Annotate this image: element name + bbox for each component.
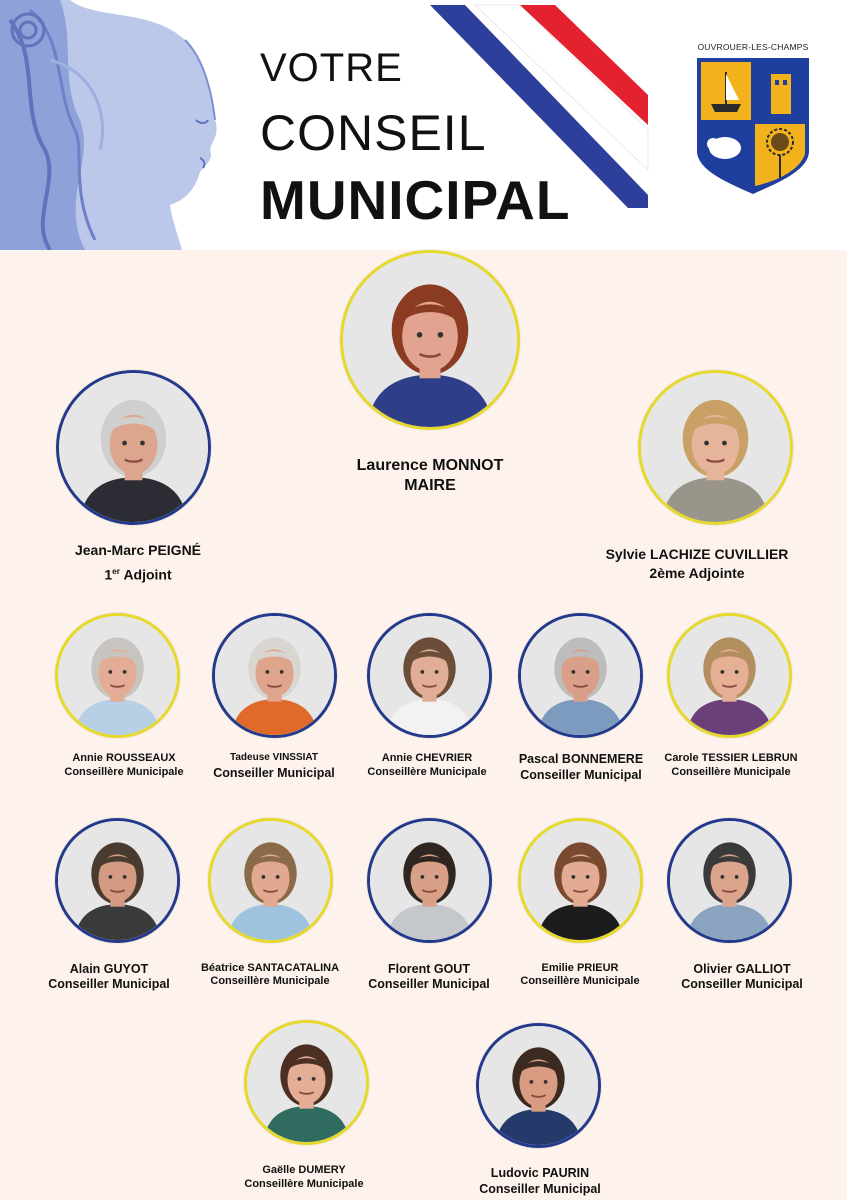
member-name: Béatrice SANTACATALINA [200, 962, 340, 974]
member-role: 1er Adjoint [104, 566, 172, 583]
member-name: Laurence MONNOT [356, 457, 504, 474]
member-name: Pascal BONNEMERE [518, 752, 644, 766]
member-portrait [55, 613, 180, 738]
member-portrait [667, 613, 792, 738]
member-role: Conseillère Municipale [367, 766, 487, 778]
coat-of-arms-icon [695, 56, 811, 196]
member-name: Emilie PRIEUR [541, 962, 619, 974]
member-portrait [212, 613, 337, 738]
member-role: Conseillère Municipale [671, 766, 791, 778]
marianne-illustration [0, 0, 240, 250]
member-portrait [340, 250, 520, 430]
member-name: Sylvie LACHIZE CUVILLIER [605, 546, 789, 562]
member-name: Olivier GALLIOT [693, 962, 791, 976]
member-name: Gaëlle DUMERY [262, 1164, 346, 1176]
header-banner [0, 0, 847, 250]
member-portrait [476, 1023, 601, 1148]
member-name: Carole TESSIER LEBRUN [664, 752, 798, 764]
member-name: Jean-Marc PEIGNÉ [74, 542, 202, 558]
member-portrait [55, 818, 180, 943]
member-portrait [208, 818, 333, 943]
title-municipal: MUNICIPAL [260, 169, 571, 231]
member-portrait [56, 370, 211, 525]
commune-name: OUVROUER-LES-CHAMPS [697, 42, 809, 52]
member-portrait [638, 370, 793, 525]
member-portrait [518, 818, 643, 943]
member-role: 2ème Adjointe [649, 565, 745, 581]
member-portrait [244, 1020, 369, 1145]
member-role: Conseiller Municipal [520, 768, 642, 782]
member-name: Tadeuse VINSSIAT [230, 752, 318, 763]
member-role: Conseiller Municipal [213, 766, 335, 780]
title-votre: VOTRE [260, 46, 403, 90]
member-portrait [667, 818, 792, 943]
member-role: Conseiller Municipal [681, 977, 803, 991]
member-role: Conseiller Municipal [479, 1182, 601, 1196]
member-name: Alain GUYOT [69, 962, 149, 976]
member-role: Conseillère Municipale [244, 1178, 364, 1190]
member-role: Conseillère Municipale [64, 766, 184, 778]
member-role: Conseillère Municipale [520, 975, 640, 987]
member-portrait [518, 613, 643, 738]
member-name: Ludovic PAURIN [490, 1166, 590, 1180]
member-role: Conseiller Municipal [48, 977, 170, 991]
member-portrait [367, 613, 492, 738]
member-role: Conseillère Municipale [210, 975, 330, 987]
member-role: MAIRE [404, 477, 456, 494]
member-name: Annie CHEVRIER [381, 752, 473, 764]
member-name: Annie ROUSSEAUX [72, 752, 176, 764]
title-conseil: CONSEIL [260, 105, 487, 161]
member-portrait [367, 818, 492, 943]
member-role: Conseiller Municipal [368, 977, 490, 991]
member-name: Florent GOUT [388, 962, 470, 976]
